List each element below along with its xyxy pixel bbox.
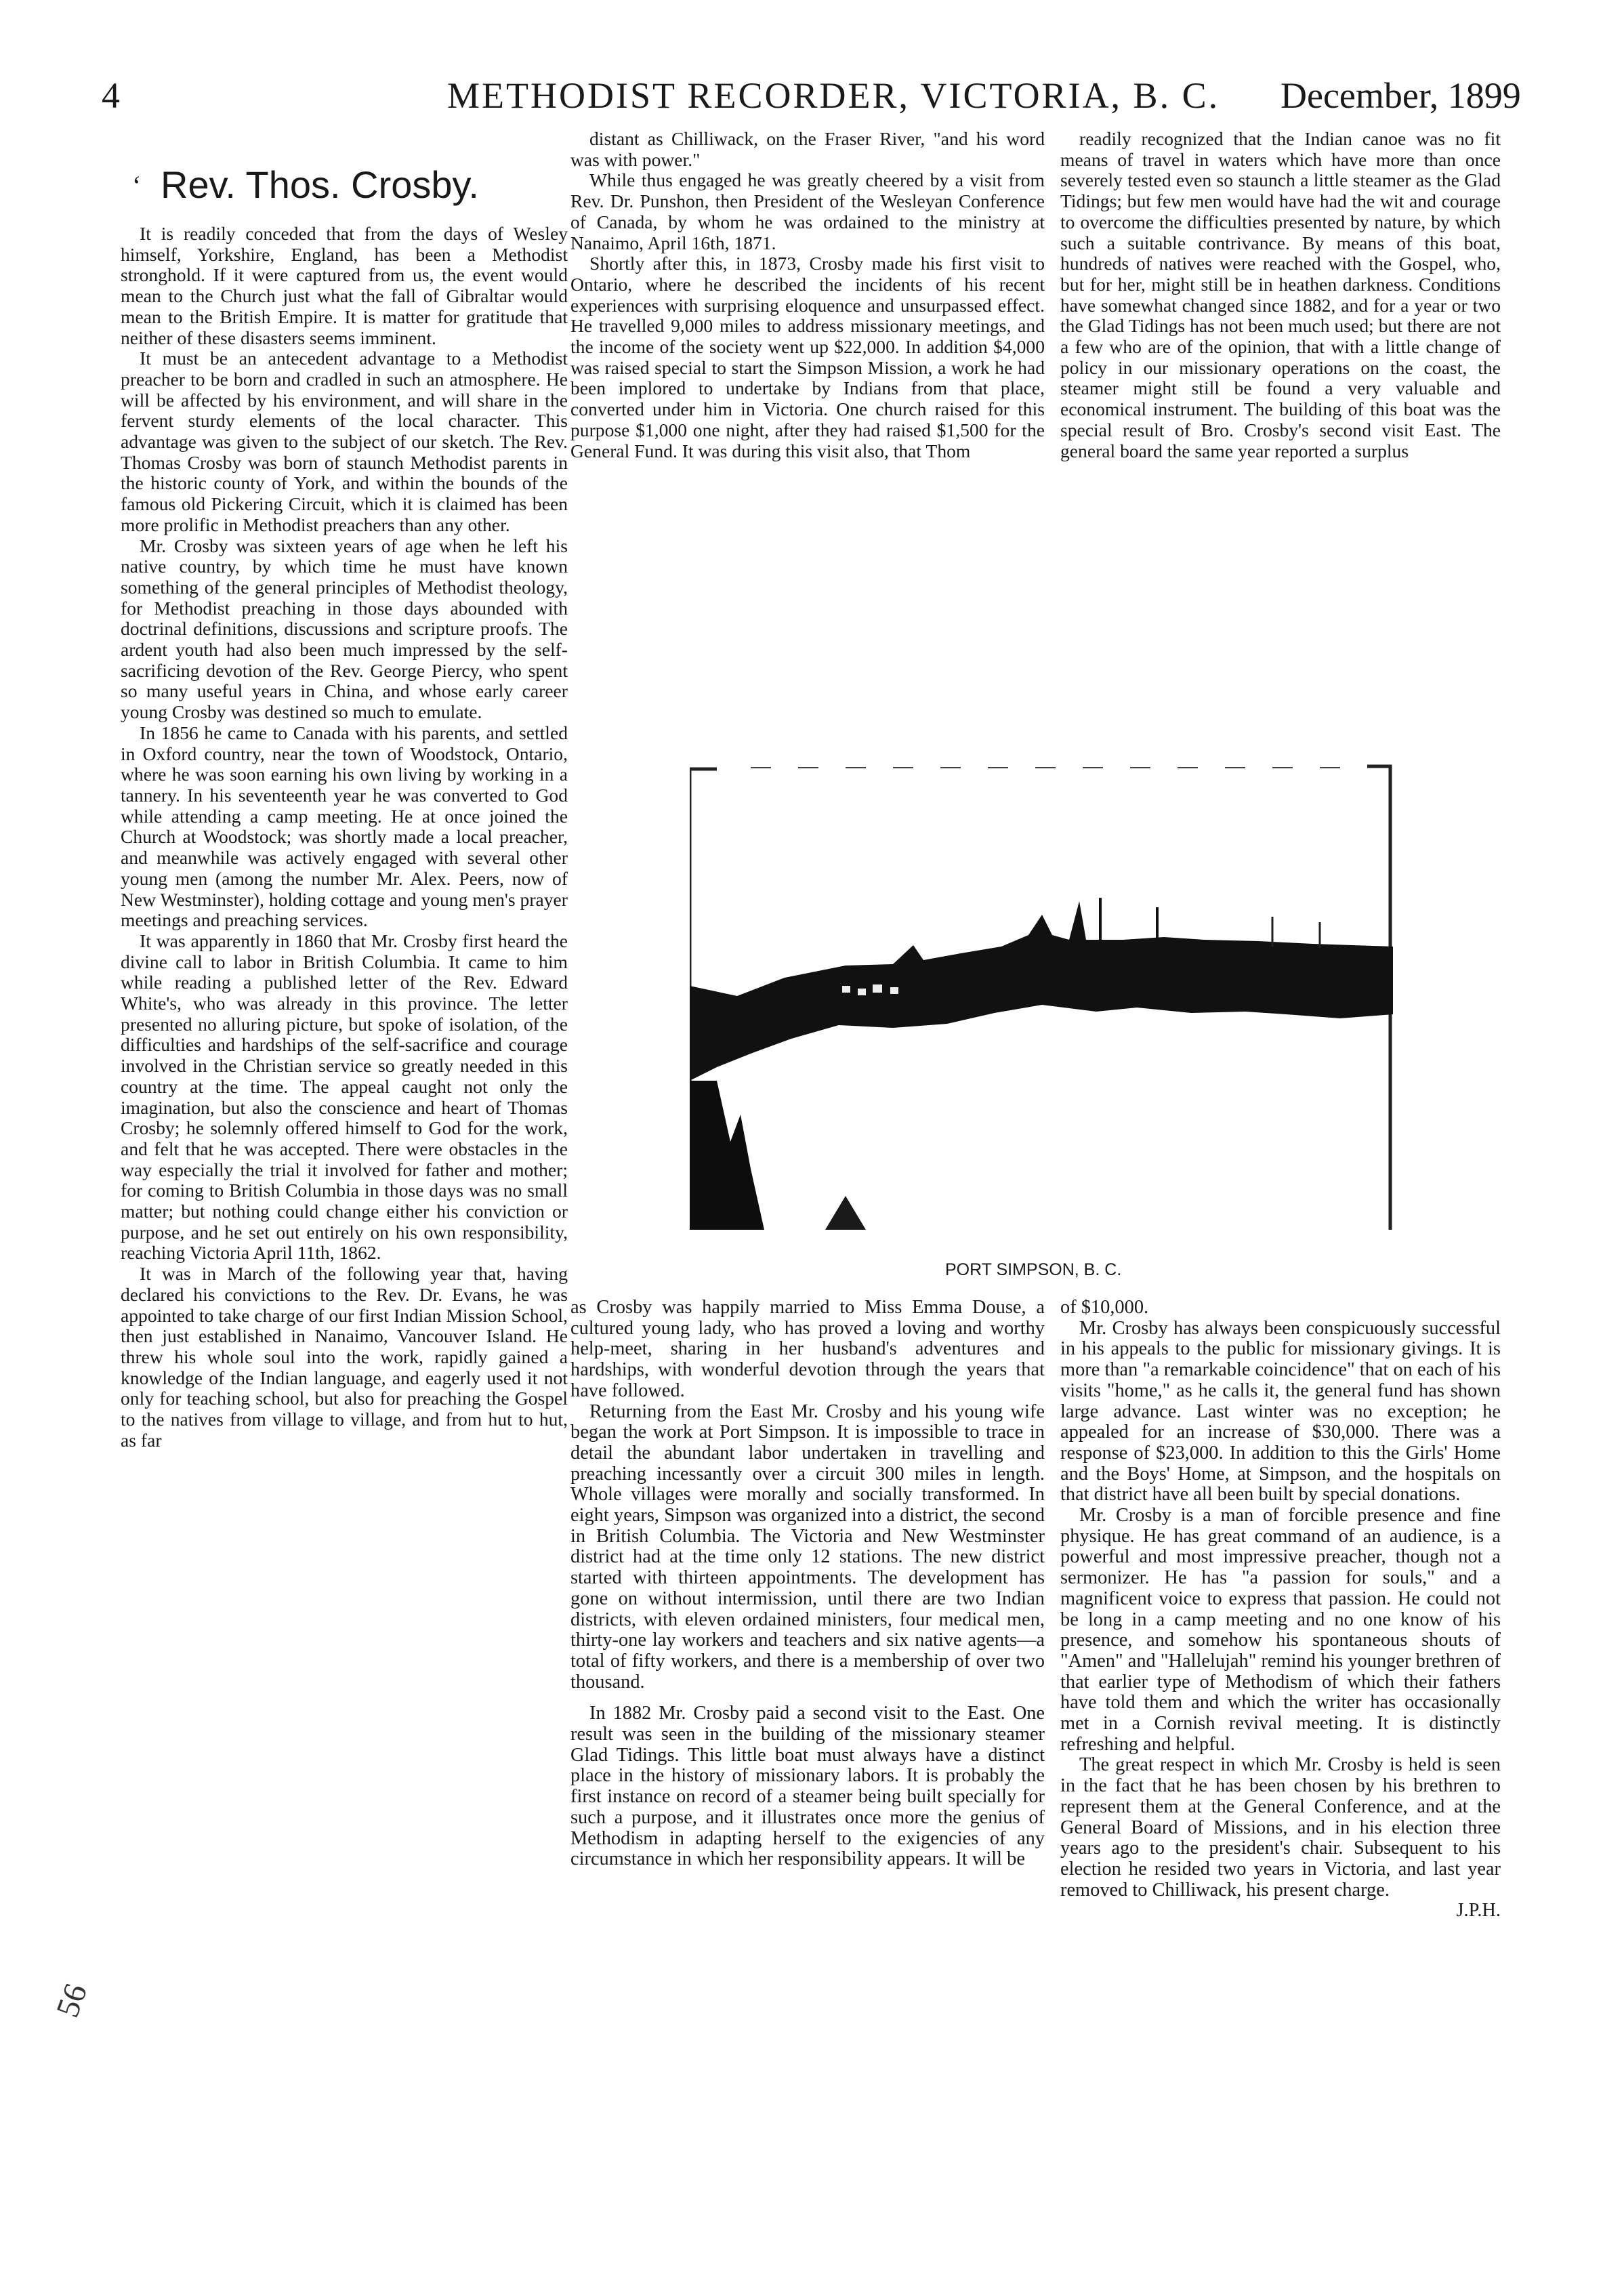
paragraph: It is readily conceded that from the days of Wesley himself, Yorkshire, England, has been a Methodist stronghold. If it were captured from us, the event would mean to the Church just what the fall of Gibraltar would mean to the British Empire. It is matter for gratitude that neither of these disasters seems imminent. xyxy=(121,223,568,348)
paragraph: Shortly after this, in 1873, Crosby made his first visit to Ontario, where he described the incidents of his recent experiences with surprising eloquence and unsurpassed effect. He travelled 9,000 miles to address missionary meetings, and the income of the society went up $22,000. In addition $4,000 was raised special to start the Simpson Mission, a work he had been implored to undertake by Indians from that place, converted under him in Victoria. One church raised for this purpose $1,000 one night, after they had raised $1,500 for the General Fund. It was during this visit also, that Thom xyxy=(570,253,1045,461)
paragraph: distant as Chilliwack, on the Fraser River, "and his word was with power." xyxy=(570,128,1045,170)
paragraph: The great respect in which Mr. Crosby is held is seen in the fact that he has been chosen by his brethren to represent them at the General Conference, and at the General Board of Missions, and in his election three years ago to the president's chair. Subsequent to his election he resided two years in Victoria, and last year removed to Chilliwack, his present charge. xyxy=(1060,1754,1501,1901)
column-2-bottom xyxy=(570,1298,1045,1870)
column-1 xyxy=(121,224,568,1451)
page-number: 4 xyxy=(102,75,120,116)
column-3-top xyxy=(1060,129,1501,461)
handwritten-margin-mark: 56 xyxy=(49,1978,95,2022)
paragraph: It must be an antecedent advantage to a Methodist preacher to be born and cradled in such an atmosphere. He will be affected by his environment, and will share in the fervent sturdy elements of the local character. This advantage was given to the subject of our sketch. The Rev. Thomas Crosby was born of staunch Methodist parents in the historic county of York, and within the bounds of the famous old Pickering Circuit, which it is claimed has been more prolific in Methodist preachers than any other. xyxy=(121,348,568,535)
column-2-top xyxy=(570,129,1045,461)
masthead: METHODIST RECORDER, VICTORIA, B. C. xyxy=(447,75,1220,116)
paragraph: Returning from the East Mr. Crosby and his young wife began the work at Port Simpson. It is impossible to trace in detail the abundant labor undertaken in travelling and preaching incessantly over a circuit 300 miles in length. Whole villages were morally and socially transformed. In eight years, Simpson was organized into a district, the second in British Columbia. The Victoria and New Westminster district had at the time only 12 stations. The new district started with thirteen appointments. The development has gone on without intermission, until there are two Indian districts, with eleven ordained ministers, four medical men, thirty-one lay workers and teachers and six native agents—a total of fifty workers, and there is a membership of over two thousand. xyxy=(570,1401,1045,1693)
issue-date: December, 1899 xyxy=(1281,75,1521,116)
column-3-bottom xyxy=(1060,1298,1501,1922)
paragraph: In 1882 Mr. Crosby paid a second visit to the East. One result was seen in the building of the missionary steamer Glad Tidings. This little boat must always have a distinct place in the history of missionary labors. It is probably the first instance on record of a steamer being built specially for such a purpose, and it illustrates once more the genius of Methodism in adapting herself to the exigencies of any circumstance in which her responsibility appears. It will be xyxy=(570,1703,1045,1870)
page-header xyxy=(0,75,1624,136)
article-title-text: Rev. Thos. Crosby. xyxy=(161,163,479,206)
paragraph: Mr. Crosby was sixteen years of age when he left his native country, by which time he must have known something of the general principles of Methodist theology, for Methodist preaching in those days abounded with doctrinal definitions, discussions and scripture proofs. The ardent youth had also been much impressed by the self-sacrificing devotion of the Rev. George Piercy, who spent so many useful years in China, and whose early career young Crosby was destined so much to emulate. xyxy=(121,535,568,723)
paragraph: of $10,000. xyxy=(1060,1297,1149,1318)
article-title xyxy=(132,163,552,207)
port-simpson-photo xyxy=(690,762,1393,1230)
title-mark: ‘ xyxy=(132,170,142,201)
photo-caption: PORT SIMPSON, B. C. xyxy=(945,1260,1122,1279)
paragraph: It was in March of the following year that, having declared his convictions to the Rev. Dr. Evans, he was appointed to take charge of our first Indian Mission School, then just established in Nanaimo, Vancouver Island. He threw his whole soul into the work, rapidly gained a knowledge of the Indian language, and eagerly used it not only for teaching school, but also for preaching the Gospel to the natives from village to village, and from hut to hut, as far xyxy=(121,1263,568,1451)
paragraph: Mr. Crosby is a man of forcible presence and fine physique. He has great command of an audience, is a powerful and most impressive preacher, though not a sermonizer. He has "a passion for souls," and a magnificent voice to express that passion. He could not be long in a camp meeting and no one know of his presence, and somehow his spontaneous shouts of "Amen" and "Hallelujah" remind his younger brethren of that earlier type of Methodism of which their fathers have told them and which the writer has occasionally met in a Cornish revival meeting. It is distinctly refreshing and helpful. xyxy=(1060,1505,1501,1755)
paragraph: readily recognized that the Indian canoe was no fit means of travel in waters which have more than once severely tested even so staunch a little steamer as the Glad Tidings; but few men would have had the wit and courage to overcome the difficulties presented by nature, by which such a suitable contrivance. By means of this boat, hundreds of natives were reached with the Gospel, who, but for her, might still be in heathen darkness. Conditions have somewhat changed since 1882, and for a year or two the Glad Tidings has not been much used; but there are not a few who are of the opinion, that with a little change of policy in our missionary operations on the coast, the steamer might still be found a very valuable and economical instrument. The building of this boat was the special result of Bro. Crosby's second visit East. The general board the same year reported a surplus xyxy=(1060,128,1501,461)
paragraph: Mr. Crosby has always been conspicuously successful in his appeals to the public for missionary givings. It is more than "a remarkable coincidence" that on each of his visits "home," as he calls it, the general fund has shown large advance. Last winter was no exception; he appealed for an increase of $30,000. There was a response of $23,000. In addition to this the Girls' Home and the Boys' Home, at Simpson, and the hospitals on that district have all been built by special donations. xyxy=(1060,1317,1501,1506)
paragraph: as Crosby was happily married to Miss Emma Douse, a cultured young lady, who has proved a loving and worthy help-meet, sharing in her husband's adventures and hardships, with wonderful devotion through the years that have followed. xyxy=(570,1297,1045,1401)
paragraph: While thus engaged he was greatly cheered by a visit from Rev. Dr. Punshon, then President of the Wesleyan Conference of Canada, by whom he was ordained to the ministry at Nanaimo, April 16th, 1871. xyxy=(570,169,1045,253)
paragraph: In 1856 he came to Canada with his parents, and settled in Oxford country, near the town of Woodstock, Ontario, where he was soon earning his own living by working in a tannery. In his seventeenth year he was converted to God while attending a camp meeting. He at once joined the Church at Woodstock; was shortly made a local preacher, and meanwhile was actively engaged with several other young men (among the number Mr. Alex. Peers, now of New Westminster), holding cottage and young men's prayer meetings and preaching services. xyxy=(121,722,568,931)
signature: J.P.H. xyxy=(1456,1900,1501,1922)
paragraph: It was apparently in 1860 that Mr. Crosby first heard the divine call to labor in British Columbia. It came to him while reading a published letter of the Rev. Edward White's, who was already in this province. The letter presented no alluring picture, but spoke of isolation, of the difficulties and hardships of the self-sacrifice and courage involved in the Christian service so greatly needed in this country at the time. The appeal caught not only the imagination, but also the conscience and heart of Thomas Crosby; he solemnly offered himself to God for the work, and felt that he was accepted. There were obstacles in the way especially the trial it involved for father and mother; for coming to British Columbia in those days was no small matter; but nothing could change either his conviction or purpose, and he set out entirely on his own responsibility, reaching Victoria April 11th, 1862. xyxy=(121,930,568,1264)
